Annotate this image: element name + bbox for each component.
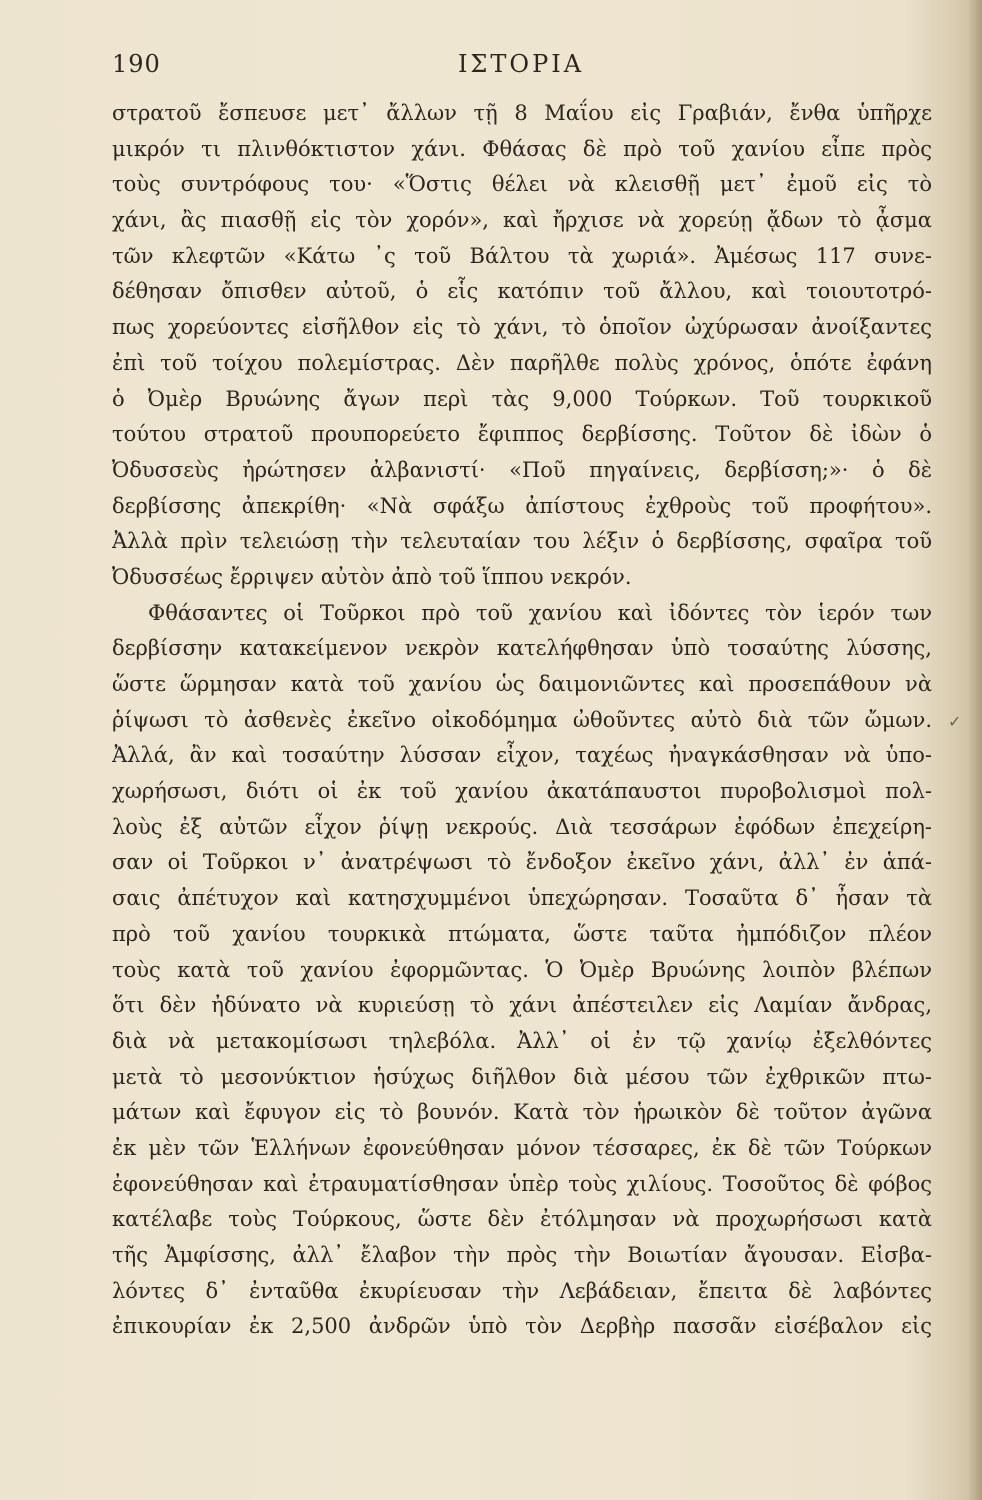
text-line: χάνι, ἂς πιασθῇ εἰς τὸν χορόν», καὶ ἤρχισε νὰ χορεύῃ ᾄδων τὸ ᾆσμα [112, 208, 932, 233]
text-line: ὅτι δὲν ἠδύνατο νὰ κυριεύσῃ τὸ χάνι ἀπέστειλεν εἰς Λαμίαν ἄνδρας, [112, 993, 932, 1018]
page-number: 190 [112, 50, 161, 78]
text-line: δερβίσσην κατακείμενον νεκρὸν κατελήφθησαν ὑπὸ τοσαύτης λύσσης, [112, 636, 932, 661]
text-line: δέθησαν ὄπισθεν αὐτοῦ, ὁ εἷς κατόπιν τοῦ ἄλλου, καὶ τοιουτοτρό- [112, 279, 932, 304]
text-line: δερβίσσης ἀπεκρίθη· «Νὰ σφάξω ἀπίστους ἐχθροὺς τοῦ προφήτου». [112, 493, 932, 518]
text-line: διὰ νὰ μετακομίσωσι τηλεβόλα. Ἀλλ᾽ οἱ ἐν τῷ χανίῳ ἐξελθόντες [112, 1028, 932, 1053]
text-line: λόντες δ᾽ ἐνταῦθα ἐκυρίευσαν τὴν Λεβάδειαν, ἔπειτα δὲ λαβόντες [112, 1278, 932, 1303]
text-line: πρὸ τοῦ χανίου τουρκικὰ πτώματα, ὥστε ταῦτα ἠμπόδιζον πλέον [112, 921, 932, 946]
text-line: ὁ Ὀμὲρ Βρυώνης ἄγων περὶ τὰς 9,000 Τούρκων. Τοῦ τουρκικοῦ [112, 386, 932, 411]
running-title: ΙΣΤΟΡΙΑ [457, 50, 585, 78]
text-line: μάτων καὶ ἔφυγον εἰς τὸ βουνόν. Κατὰ τὸν ἡρωικὸν δὲ τοῦτον ἀγῶνα [112, 1100, 932, 1125]
paragraph-first-line: Φθάσαντες οἱ Τοῦρκοι πρὸ τοῦ χανίου καὶ ἰδόντες τὸν ἱερόν των [148, 600, 932, 625]
text-line: Ἀλλὰ πρὶν τελειώσῃ τὴν τελευταίαν του λέξιν ὁ δερβίσσης, σφαῖρα τοῦ [112, 529, 932, 554]
text-line: ῥίψωσι τὸ ἀσθενὲς ἐκεῖνο οἰκοδόμημα ὠθοῦντες αὐτὸ διὰ τῶν ὤμων. [112, 707, 932, 732]
text-line: λοὺς ἐξ αὐτῶν εἶχον ῥίψῃ νεκρούς. Διὰ τεσσάρων ἐφόδων ἐπεχείρη- [112, 814, 932, 839]
margin-check-mark: ✓ [948, 712, 962, 731]
text-line: κατέλαβε τοὺς Τούρκους, ὥστε δὲν ἐτόλμησαν νὰ προχωρήσωσι κατὰ [112, 1207, 932, 1232]
text-line: ὥστε ὥρμησαν κατὰ τοῦ χανίου ὡς δαιμονιῶντες καὶ προσεπάθουν νὰ [112, 672, 932, 696]
text-line: Ὀδυσσεὺς ἠρώτησεν ἀλβανιστί· «Ποῦ πηγαίνεις, δερβίσση;»· ὁ δὲ [112, 457, 932, 482]
text-line: ἐπικουρίαν ἐκ 2,500 ἀνδρῶν ὑπὸ τὸν Δερβὴρ πασσᾶν εἰσέβαλον εἰς [112, 1314, 932, 1339]
text-line: πως χορεύοντες εἰσῆλθον εἰς τὸ χάνι, τὸ ὁποῖον ὠχύρωσαν ἀνοίξαντες [112, 315, 932, 340]
text-line: μικρόν τι πλινθόκτιστον χάνι. Φθάσας δὲ πρὸ τοῦ χανίου εἶπε πρὸς [112, 136, 932, 161]
text-line: τοὺς συντρόφους του· «Ὅστις θέλει νὰ κλεισθῇ μετ᾽ ἐμοῦ εἰς τὸ [112, 172, 932, 197]
text-line: ἐκ μὲν τῶν Ἑλλήνων ἐφονεύθησαν μόνον τέσσαρες, ἐκ δὲ τῶν Τούρκων [112, 1135, 932, 1160]
text-line: τοὺς κατὰ τοῦ χανίου ἐφορμῶντας. Ὁ Ὀμὲρ Βρυώνης λοιπὸν βλέπων [112, 957, 932, 982]
page-edge-shadow [968, 0, 982, 1500]
text-line: τῶν κλεφτῶν «Κάτω ᾽ς τοῦ Βάλτου τὰ χωριά». Ἀμέσως 117 συνε- [112, 243, 932, 268]
paragraph-last-line: Ὀδυσσέως ἔρριψεν αὐτὸν ἀπὸ τοῦ ἵππου νεκρόν. [112, 564, 632, 589]
text-line: τούτου στρατοῦ προυπορεύετο ἔφιππος δερβίσσης. Τοῦτον δὲ ἰδὼν ὁ [112, 422, 932, 447]
text-line: σαις ἀπέτυχον καὶ κατησχυμμένοι ὑπεχώρησαν. Τοσαῦτα δ᾽ ἦσαν τὰ [112, 886, 932, 911]
text-line: μετὰ τὸ μεσονύκτιον ἡσύχως διῆλθον διὰ μέσου τῶν ἐχθρικῶν πτω- [112, 1064, 932, 1089]
text-line: ἐπὶ τοῦ τοίχου πολεμίστρας. Δὲν παρῆλθε πολὺς χρόνος, ὁπότε ἐφάνη [112, 350, 932, 375]
text-line: Ἀλλά, ἂν καὶ τοσαύτην λύσσαν εἶχον, ταχέως ἠναγκάσθησαν νὰ ὑπο- [112, 743, 932, 768]
text-line: τῆς Ἀμφίσσης, ἀλλ᾽ ἔλαβον τὴν πρὸς τὴν Βοιωτίαν ἄγουσαν. Εἰσβα- [112, 1243, 932, 1267]
text-line: στρατοῦ ἔσπευσε μετ᾽ ἄλλων τῇ 8 Μαΐου εἰς Γραβιάν, ἔνθα ὑπῆρχε [112, 101, 932, 125]
text-line: ἐφονεύθησαν καὶ ἐτραυματίσθησαν ὑπὲρ τοὺς χιλίους. Τοσοῦτος δὲ φόβος [112, 1171, 932, 1196]
text-line: χωρήσωσι, διότι οἱ ἐκ τοῦ χανίου ἀκατάπαυστοι πυροβολισμοὶ πολ- [112, 779, 932, 804]
body-text [112, 96, 932, 1345]
text-line: σαν οἱ Τοῦρκοι ν᾽ ἀνατρέψωσι τὸ ἔνδοξον ἐκεῖνο χάνι, ἀλλ᾽ ἐν ἁπά- [112, 850, 932, 875]
page-header [112, 50, 930, 90]
